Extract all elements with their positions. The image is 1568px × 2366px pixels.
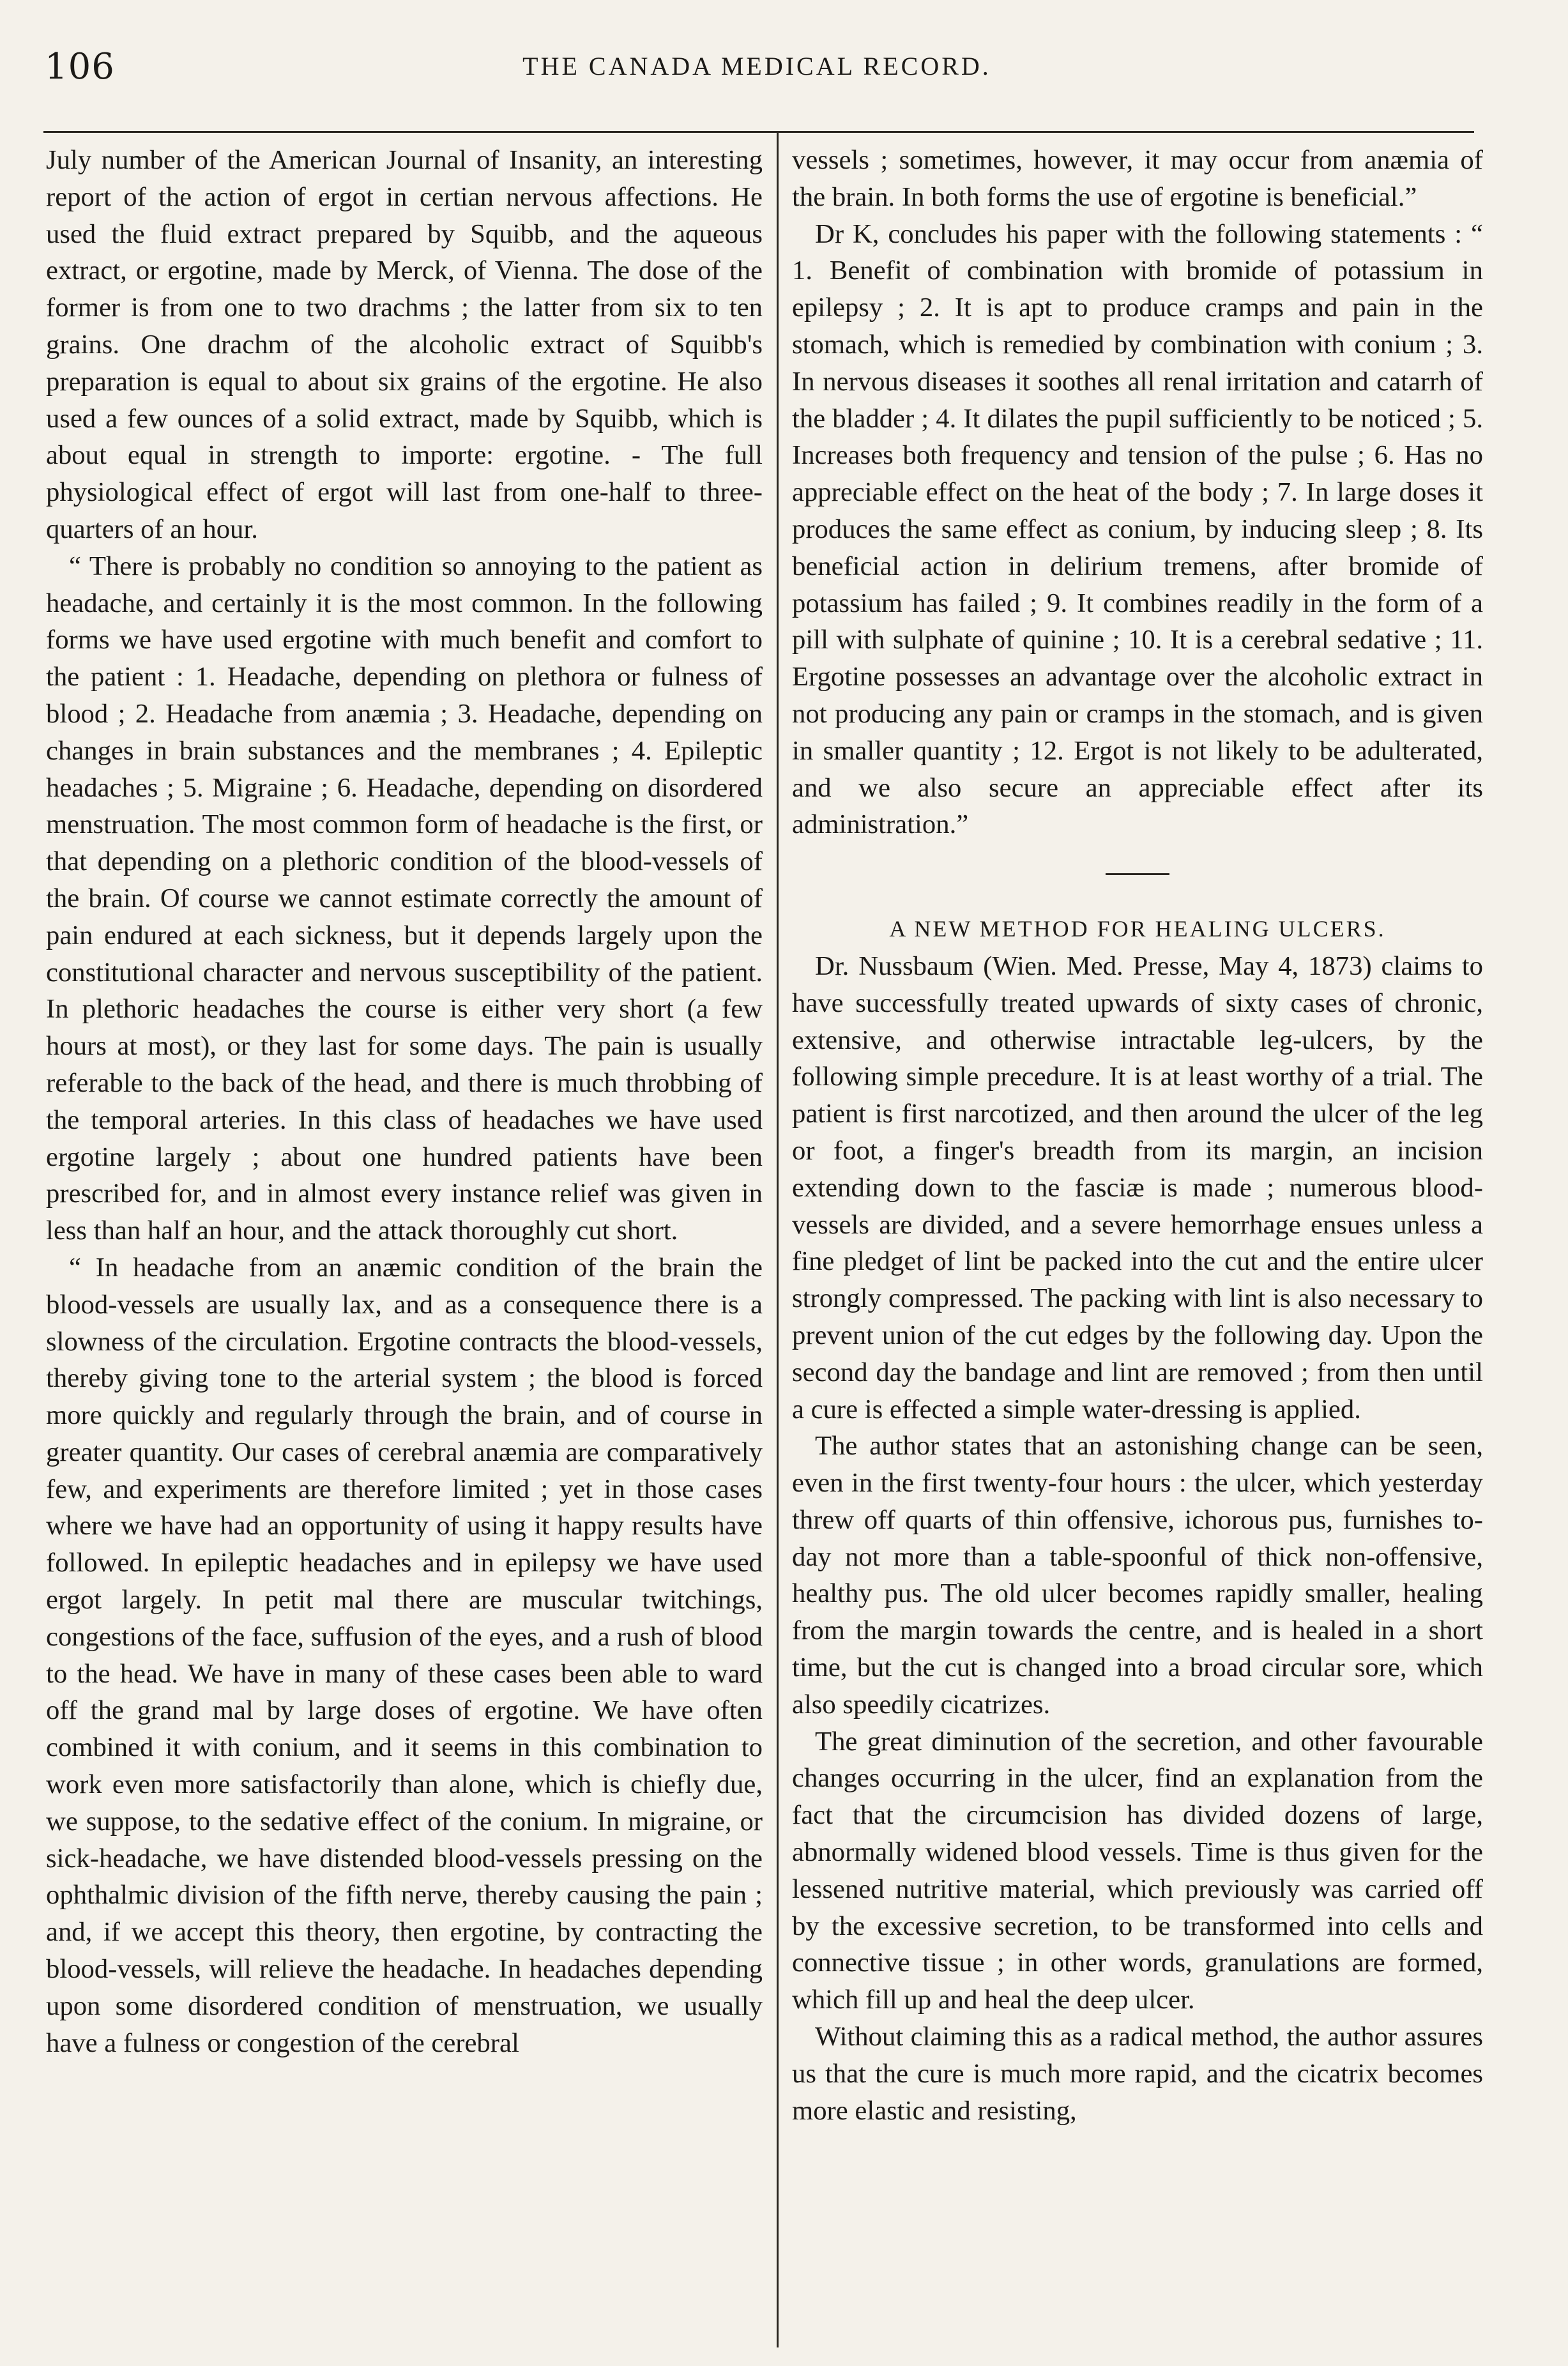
paragraph: Dr. Nussbaum (Wien. Med. Presse, May 4, 1873) claims to have successfully treated upwards of sixty cases of chronic, extensive, and otherwise intractable leg-ulcers, by the following simple precedure. It is at least worthy of a trial. The patient is first narcotized, and then around the ulcer of the leg or foot, a finger's breadth from its margin, an incision extending down to the fasciæ is made ; numerous blood-vessels are divided, and a severe hemorrhage ensues unless a fine pledget of lint be packed into the cut and the entire ulcer strongly compressed. The packing with lint is also necessary to prevent union of the cut edges by the following day. Upon the second day the bandage and lint are removed ; from then until a cure is effected a simple water-dressing is applied. (792, 950, 1483, 1424)
paragraph: “ In headache from an anæmic condition of the brain the blood-vessels are usually lax, and as a consequence there is a slowness of the circulation. Ergotine contracts the blood-vessels, thereby giving tone to the arterial system ; the blood is forced more quickly and regularly through the brain, and of course in greater quantity. Our cases of cerebral anæmia are comparatively few, and experiments are therefore limited ; yet in those cases where we have had an opportunity of using it happy results have followed. In epileptic headaches and in epilepsy we have used ergot largely. In petit mal there are muscular twitchings, congestions of the face, suffusion of the eyes, and a rush of blood to the head. We have in many of these cases been able to ward off the grand mal by large doses of ergotine. We have often combined it with conium, and it seems in this combination to work even more satisfactorily than alone, which is chiefly due, we suppose, to the sedative effect of the conium. In migraine, or sick-headache, we have distended blood-vessels pressing on the ophthalmic division of the fifth nerve, thereby causing the pain ; and, if we accept this theory, then ergotine, by contracting the blood-vessels, will relieve the headache. In headaches depending upon some disordered condition of menstruation, we usually have a fulness or congestion of the cerebral (46, 1252, 763, 2058)
column-divider (777, 131, 779, 2347)
header-rule (43, 131, 1474, 133)
paragraph: Without claiming this as a radical method, the author assures us that the cure is much more rapid, and the cicatrix becomes more elastic and resisting, (792, 2022, 1483, 2126)
paragraph: The great diminution of the secretion, and other favourable changes occurring in the ulcer, find an explanation from the fact that the circumcision has divided dozens of large, abnormally widened blood vessels. Time is thus given for the lessened nutritive material, which previously was carried off by the excessive secretion, to be transformed into cells and connective tissue ; in other words, granulations are formed, which fill up and heal the deep ulcer. (792, 1726, 1483, 2015)
paragraph: July number of the American Journal of Insanity, an interesting report of the action of ergot in certian nervous affections. He used the fluid extract prepared by Squibb, and the aqueous extract, or ergotine, made by Merck, of Vienna. The dose of the former is from one to two drachms ; the latter from six to ten grains. One drachm of the alcoholic extract of Squibb's preparation is equal to about six grains of the ergotine. He also used a few ounces of a solid extract, made by Squibb, which is about equal in strength to importe: ergotine. - The full physiological effect of ergot will last from one-half to three-quarters of an hour. (46, 145, 763, 544)
section-title: A NEW METHOD FOR HEALING ULCERS. (889, 916, 1386, 942)
left-column (46, 142, 763, 2061)
paragraph: Dr K, concludes his paper with the following statements : “ 1. Benefit of combination with bromide of potassium in epilepsy ; 2. It is apt to produce cramps and pain in the stomach, which is remedied by combination with conium ; 3. In nervous diseases it soothes all renal irritation and catarrh of the bladder ; 4. It dilates the pupil sufficiently to be noticed ; 5. Increases both frequency and tension of the pulse ; 6. Has no appreciable effect on the heat of the body ; 7. In large doses it produces the same effect as conium, by inducing sleep ; 8. Its beneficial action in delirium tremens, after bromide of potassium has failed ; 9. It combines readily in the form of a pill with sulphate of quinine ; 10. It is a cerebral sedative ; 11. Ergotine possesses an advantage over the alcoholic extract in not producing any pain or cramps in the stomach, and is given in smaller quantity ; 12. Ergot is not likely to be adulterated, and we also secure an appreciable effect after its administration.” (792, 218, 1483, 840)
page-number: 106 (45, 46, 115, 88)
running-head: THE CANADA MEDICAL RECORD. (522, 52, 991, 80)
page-header (45, 46, 1469, 97)
section-divider (1106, 873, 1169, 875)
paragraph: “ There is probably no condition so annoying to the patient as headache, and certainly it is the most common. In the following forms we have used ergotine with much benefit and comfort to the patient : 1. Headache, depending on plethora or fulness of blood ; 2. Headache from anæmia ; 3. Headache, depending on changes in brain substances and the membranes ; 4. Epileptic headaches ; 5. Migraine ; 6. Headache, depending on disordered menstruation. The most common form of headache is the first, or that depending on a plethoric condition of the blood-vessels of the brain. Of course we cannot estimate correctly the amount of pain endured at each sickness, but it depends largely upon the constitutional character and nervous susceptibility of the patient. In plethoric headaches the course is either very short (a few hours at most), or they last for some days. The pain is usually referable to the back of the head, and there is much throbbing of the temporal arteries. In this class of headaches we have used ergotine largely ; about one hundred patients have been prescribed for, and in almost every instance relief was given in less than half an hour, and the attack thoroughly cut short. (46, 551, 763, 1246)
right-column (792, 142, 1483, 2129)
paragraph: The author states that an astonishing change can be seen, even in the first twenty-four hours : the ulcer, which yesterday threw off quarts of thin offensive, ichorous pus, furnishes to-day not more than a table-spoonful of thick non-offensive, healthy pus. The old ulcer becomes rapidly smaller, healing from the margin towards the centre, and is healed in a short time, but the cut is changed into a broad circular sore, which also speedily cicatrizes. (792, 1431, 1483, 1720)
paragraph: vessels ; sometimes, however, it may occur from anæmia of the brain. In both forms the use of ergotine is beneficial.” (792, 145, 1483, 212)
